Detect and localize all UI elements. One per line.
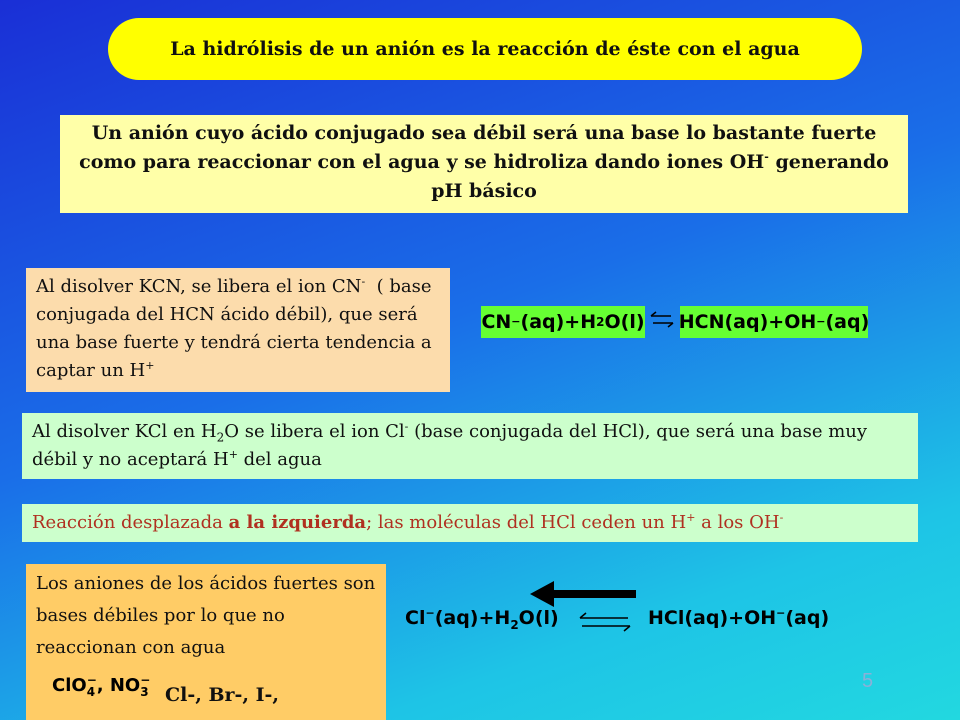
intro-text-2: generando pH básico — [431, 151, 889, 202]
eq2-aq2: (aq) — [785, 607, 830, 629]
eq2-cl-charge: − — [425, 606, 435, 620]
intro-box — [60, 115, 908, 213]
kcl-sub-1: 2 — [216, 430, 225, 445]
equilibrium-arrows-icon-2 — [578, 610, 632, 634]
equation-cn-products: HCN(aq)+OH − (aq) — [680, 306, 868, 338]
eq2-h2o-sub: 2 — [510, 617, 519, 632]
no3-charge: − — [140, 673, 151, 687]
slide-title — [108, 18, 862, 80]
eq2-oh-charge: − — [776, 606, 786, 620]
halide-anions — [165, 684, 279, 706]
shift-text-3: a los OH — [695, 512, 780, 533]
kcl-text-1: Al disolver KCl en H — [32, 421, 217, 442]
shift-bold: a la izquierda — [228, 512, 367, 533]
oxoanions-formula — [52, 674, 150, 698]
eq2-cl: Cl — [405, 607, 426, 629]
eq2-hcl: HCl(aq)+OH — [648, 607, 777, 629]
equation-cn-reactants: CN − (aq)+H 2 O(l) — [481, 306, 645, 338]
kcn-sup-2: + — [145, 359, 155, 372]
kcl-sup-2: + — [228, 448, 238, 461]
shift-text-1: Reacción desplazada — [32, 512, 229, 533]
shift-sup-2: - — [779, 511, 784, 524]
intro-sup: - — [764, 150, 769, 164]
page-number: 5 — [862, 670, 874, 692]
kcn-sup-1: - — [361, 275, 366, 288]
equation-cl-reactants — [405, 606, 559, 632]
eq2-aq1: (aq)+H — [434, 607, 511, 629]
kcl-text-2: O se libera el ion Cl — [224, 421, 405, 442]
halide-anions-text: Cl-, Br-, I-, — [165, 684, 280, 706]
eq1-aq2: (aq) — [825, 311, 870, 333]
kcl-sup-1: - — [404, 420, 409, 433]
intro-text-1: Un anión cuyo ácido conjugado sea débil será una base lo bastante fuerte como para reaccionar con el agua y se hidroliza dando iones OH — [79, 122, 877, 173]
clo4-charge: − — [86, 673, 97, 687]
kcl-text-3: (base conjugada del HCl), que será una base muy débil y no aceptará H — [32, 421, 868, 470]
kcl-box — [22, 413, 918, 479]
eq2-h2o: O(l) — [518, 607, 559, 629]
left-shift-arrow-icon — [530, 579, 638, 609]
kcn-text-1: Al disolver KCN, se libera el ion CN — [36, 276, 362, 297]
kcn-box — [26, 268, 450, 392]
eq1-cn: CN — [481, 311, 512, 333]
shift-box — [22, 504, 918, 542]
shift-text-2: ; las moléculas del HCl ceden un H — [366, 512, 687, 533]
clo4-sub: 4 — [86, 685, 96, 699]
clo4: ClO — [52, 675, 87, 696]
no3-sub: 3 — [140, 685, 149, 699]
eq1-h2o: O(l) — [604, 311, 645, 333]
shift-sup-1: + — [686, 511, 696, 524]
equilibrium-arrows-icon — [647, 310, 677, 330]
no3: NO — [109, 675, 141, 696]
eq1-hcn: HCN(aq)+OH — [678, 311, 817, 333]
slide-title-text: La hidrólisis de un anión es la reacción de éste con el agua — [170, 38, 800, 60]
kcn-text-2: ( base conjugada del HCN ácido débil), que será una base fuerte y tendrá cierta tendencia a captar un H — [36, 276, 438, 381]
anion-separator: , — [96, 675, 110, 696]
eq1-aq1: (aq)+H — [520, 311, 597, 333]
strong-acids-text: Los aniones de los ácidos fuertes son bases débiles por lo que no reaccionan con agua — [36, 573, 376, 658]
equation-cl-products — [648, 607, 829, 629]
kcl-text-4: del agua — [237, 449, 322, 470]
